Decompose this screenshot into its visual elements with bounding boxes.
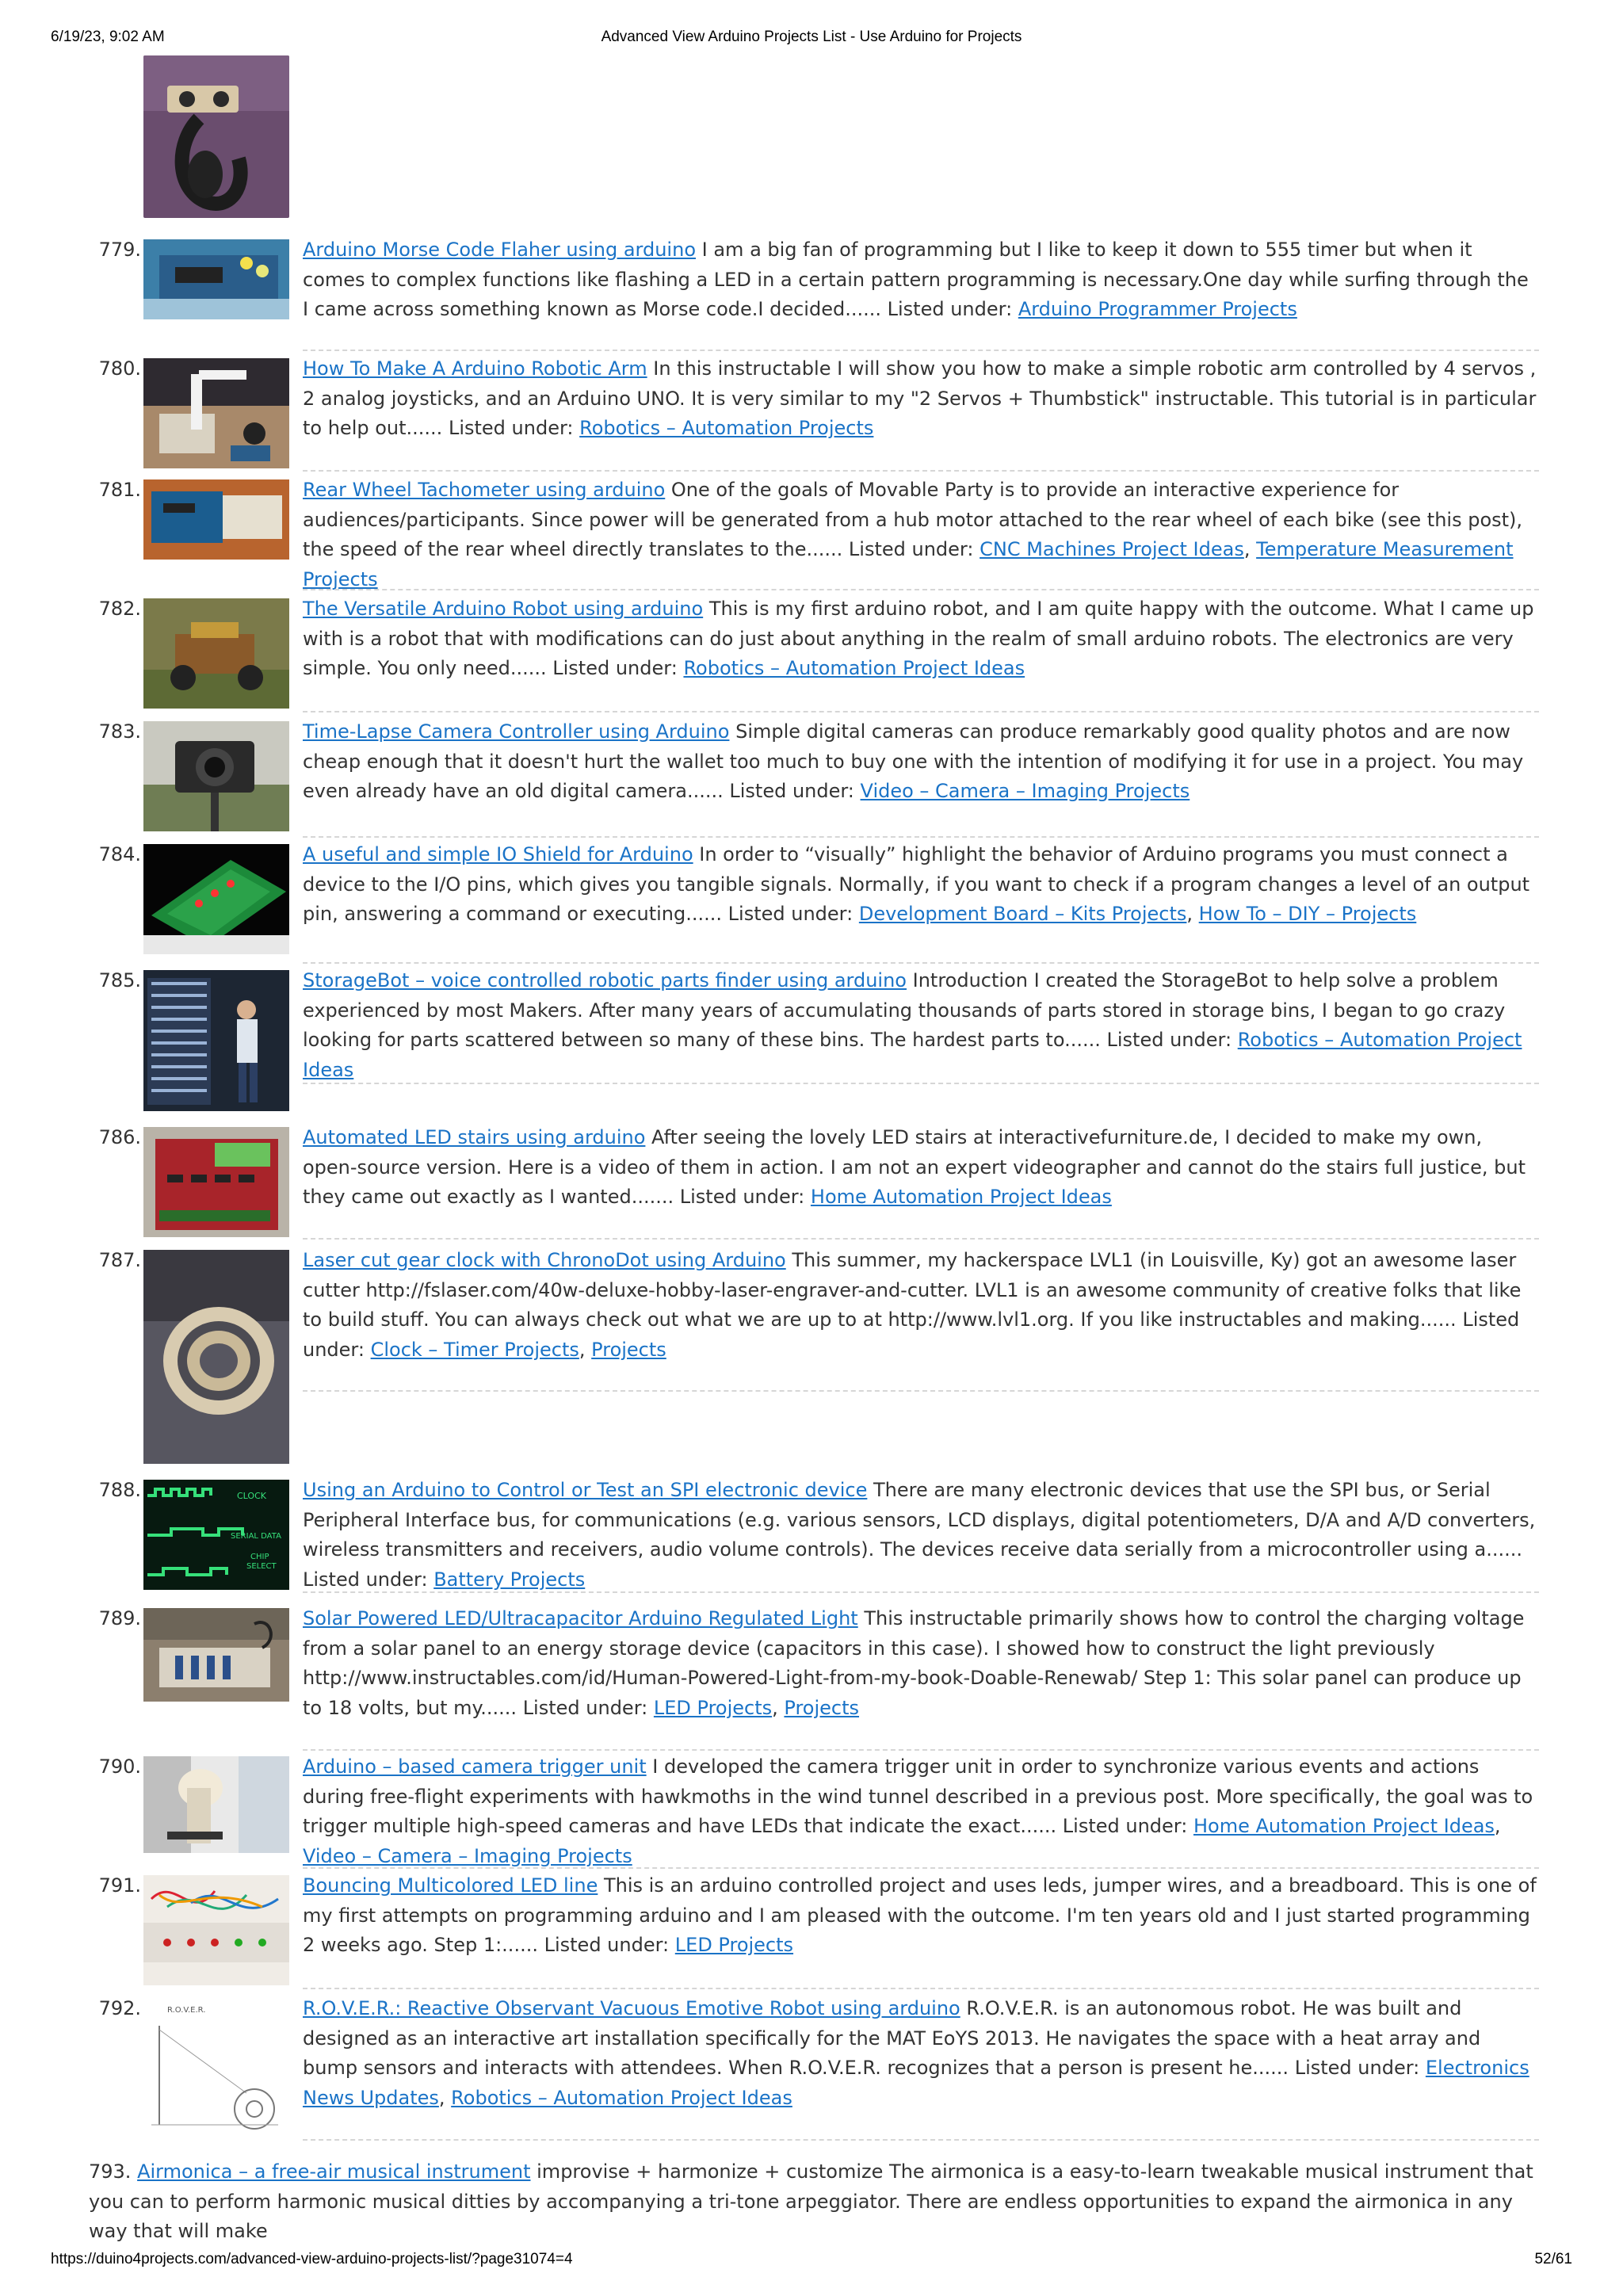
category-link[interactable]: Development Board – Kits Projects [858,903,1187,925]
item-body: Laser cut gear clock with ChronoDot using Arduino This summer, my hackerspace LVL1 (in Louisville, Ky) got an awesome laser cutter http://fslaser.com/40w-deluxe-hobby-laser-engraver-and-cutter. LVL1 is an awesome community of creative folks that like to build stuff. You can always check out what we are up to at http://www.lvl1.org. If you like instructables and making...... Listed under: Clock – Timer Projects, Projects [303,1249,1522,1361]
item-title-link[interactable]: How To Make A Arduino Robotic Arm [303,357,647,380]
thumbnail-stereo-camera [143,55,289,218]
item-description: I developed the camera trigger unit in order to synchronize various events and actions during free-flight experiments with hawkmoths in the wind tunnel described in a previous post. More specifically, the goal was to trigger multiple high-speed cameras and have LEDs that indicate the exact...... [303,1755,1533,1837]
item-body: R.O.V.E.R.: Reactive Observant Vacuous Emotive Robot using arduino R.O.V.E.R. is an autonomous robot. He was built and designed as an interactive art installation specifically for the MAT EoYS 2013. He navigates the space with a heat array and bump sensors and interacts with attendees. When R.O.V.E.R. recognizes that a person is present he...... Listed under: Electronics News Updates, Robotics – Automation Project Ideas [303,1997,1529,2109]
item-description: After seeing the lovely LED stairs at interactivefurniture.de, I decided to make my own, open-source version. Here is a video of them in action. I am not an expert videographer and cannot do the stairs full justice, but they came out exactly as I wanted....... [303,1126,1526,1208]
divider [303,1867,1539,1869]
category-link[interactable]: Robotics – Automation Project Ideas [683,657,1025,679]
item-description: In this instructable I will show you how to make a simple robotic arm controlled by 4 servos , 2 analog joysticks, and an Arduino UNO. It is very similar to my "2 Servos + Thumbstick" instructable. This tutorial is in particular to help out...... [303,357,1537,439]
item-description: This is an arduino controlled project and uses leds, jumper wires, and a breadboard. This is one of my first attempts on programming arduino and I am pleased with the outcome. I'm ten years old and I just started programming 2 weeks ago. Step 1:...... [303,1874,1537,1956]
thumbnail-robotic-arm[interactable] [143,358,289,468]
item-description: improvise + harmonize + customize The airmonica is a easy-to-learn tweakable musical instrument that you can to perform harmonic musical ditties by accompanying a tri-tone arpeggiator. There are endless opportunities to expand the airmonica in any way that will make [89,2160,1533,2242]
svg-text:R.O.V.E.R.: R.O.V.E.R. [167,2006,206,2015]
category-link[interactable]: LED Projects [653,1696,773,1719]
divider [303,1591,1539,1593]
thumbnail-led-stairs[interactable] [143,1127,289,1237]
thumbnail-spi-device[interactable] [143,1480,289,1590]
divider [303,1083,1539,1084]
category-link[interactable]: Arduino Programmer Projects [1018,298,1297,320]
item-description: Simple digital cameras can produce remarkably good quality photos and are now cheap enough that it doesn't hurt the wallet too much to buy one with the intention of modifying it for use in a project. You may even already have an old digital camera...... [303,720,1524,802]
listed-under-label: Listed under: [448,417,574,439]
listed-under-label: Listed under: [887,298,1013,320]
category-link[interactable]: Home Automation Project Ideas [1193,1815,1495,1837]
svg-text:SELECT: SELECT [246,1562,277,1571]
item-body: A useful and simple IO Shield for Arduino In order to “visually” highlight the behavior of Arduino programs you must connect a device to the I/O pins, which gives you tangible signals. Normally, if you want to check if a program changes a level of an output pin, answering a command or executing...... Listed under: Development Board – Kits Projects, How To – DIY – Projects [303,843,1530,925]
item-number: 788. [98,1479,141,1501]
item-number: 789. [98,1607,141,1629]
category-link[interactable]: Robotics – Automation Projects [579,417,874,439]
item-number: 782. [98,598,141,620]
listed-under-label: Listed under: [544,1934,670,1956]
divider [303,836,1539,838]
listed-under-label: Listed under: [1106,1029,1232,1051]
item-number: 783. [98,720,141,743]
item-title-link[interactable]: R.O.V.E.R.: Reactive Observant Vacuous Emotive Robot using arduino [303,1997,960,2019]
item-description: In order to “visually” highlight the behavior of Arduino programs you must connect a device to the I/O pins, which gives you tangible signals. Normally, if you want to check if a program changes a level of an output pin, answering a command or executing...... [303,843,1530,925]
item-description: Introduction I created the StorageBot to help solve a problem experienced by most Makers. After many years of accumulating thousands of parts stored in storage bins, I began to go crazy looking for parts scattered between so many of these bins. The hardest parts to...... [303,969,1506,1051]
category-link[interactable]: Video – Camera – Imaging Projects [303,1844,632,1867]
item-number: 793. [89,2160,132,2183]
item-body [303,594,1539,684]
category-link[interactable]: LED Projects [674,1934,794,1956]
category-link[interactable]: Temperature Measurement Projects [303,538,1514,590]
divider [303,2139,1539,2141]
divider [303,470,1539,472]
listed-under-label: Listed under: [729,780,854,802]
item-description: This instructable primarily shows how to control the charging voltage from a solar panel to an energy storage device (capacitors in this case). I showed how to construct the light previously http://www.instructables.com/id/Human-Powered-Light-from-my-book-Doable-Renewab/ Step 1: This solar panel can produce up to 18 volts, but my...... [303,1607,1525,1719]
item-title-link[interactable]: A useful and simple IO Shield for Arduino [303,843,693,865]
item-title-link[interactable]: The Versatile Arduino Robot using arduino [303,598,704,620]
listed-under-label: Listed under: [679,1186,805,1208]
item-number: 786. [98,1126,141,1148]
item-body [303,966,1539,1085]
item-body [303,1123,1539,1213]
thumbnail-led-line[interactable] [143,1875,289,1985]
thumbnail-morse-code[interactable] [143,239,289,319]
item-title-link[interactable]: Rear Wheel Tachometer using arduino [303,479,666,501]
divider [303,962,1539,964]
category-link[interactable]: Clock – Timer Projects [370,1338,579,1361]
divider [303,1988,1539,1989]
item-number: 780. [98,357,141,380]
item-number: 781. [98,479,141,501]
item-description: This summer, my hackerspace LVL1 (in Louisville, Ky) got an awesome laser cutter http://fslaser.com/40w-deluxe-hobby-laser-engraver-and-cutter. LVL1 is an awesome community of creative folks that like to build stuff. You can always check out what we are up to at http://www.lvl1.org. If you like instructables and making...... [303,1249,1522,1331]
item-body [89,2157,1539,2247]
svg-text:CLOCK: CLOCK [237,1491,266,1501]
divider [303,589,1539,590]
item-body [303,717,1539,807]
category-link[interactable]: Robotics – Automation Project Ideas [303,1029,1522,1081]
item-title-link[interactable]: Arduino – based camera trigger unit [303,1755,647,1778]
divider [303,1749,1539,1751]
item-number: 785. [98,969,141,991]
thumbnail-io-shield[interactable] [143,844,289,954]
item-description: One of the goals of Movable Party is to provide an interactive experience for audiences/participants. Since power will be generated from a hub motor attached to the rear wheel of each bike (see this post), the speed of the rear wheel directly translates to the...... [303,479,1523,560]
item-body: Solar Powered LED/Ultracapacitor Arduino Regulated Light This instructable primarily shows how to control the charging voltage from a solar panel to an energy storage device (capacitors in this case). I showed how to construct the light previously http://www.instructables.com/id/Human-Powered-Light-from-my-book-Doable-Renewab/ Step 1: This solar panel can produce up to 18 volts, but my...... Listed under: LED Projects, Projects [303,1607,1525,1719]
listed-under-label: Listed under: [522,1696,648,1719]
item-title-link[interactable]: Using an Arduino to Control or Test an SPI electronic device [303,1479,868,1501]
item-body: Rear Wheel Tachometer using arduino One of the goals of Movable Party is to provide an interactive experience for audiences/participants. Since power will be generated from a hub motor attached to the rear wheel of each bike (see this post), the speed of the rear wheel directly translates to the...... Listed under: CNC Machines Project Ideas, Temperature Measurement Projects [303,479,1523,590]
page-url: https://duino4projects.com/advanced-view-arduino-projects-list/?page31074=4 [51,2251,573,2267]
category-link[interactable]: Electronics News Updates [303,2057,1529,2109]
thumbnail-solar-led[interactable] [143,1608,289,1702]
category-link[interactable]: CNC Machines Project Ideas [980,538,1244,560]
item-number: 779. [98,239,141,261]
item-title-link[interactable]: Time-Lapse Camera Controller using Arduino [303,720,730,743]
item-title-link[interactable]: Airmonica – a free-air musical instrument [137,2160,531,2183]
listed-under-label: Listed under: [303,1308,1520,1361]
listed-under-label: Listed under: [848,538,974,560]
thumbnail-camera-trigger[interactable] [143,1756,289,1853]
thumbnail-rover-robot[interactable] [143,1998,289,2139]
divider [303,711,1539,712]
item-body [303,1476,1539,1595]
svg-text:SERIAL DATA: SERIAL DATA [231,1532,281,1541]
thumbnail-versatile-robot[interactable] [143,598,289,709]
item-body [303,354,1539,444]
item-number: 791. [98,1874,141,1897]
print-date: 6/19/23, 9:02 AM [51,29,165,45]
print-footer [0,2248,1623,2273]
item-title-link[interactable]: Bouncing Multicolored LED line [303,1874,598,1897]
item-body [303,235,1539,325]
thumbnail-gear-clock[interactable] [143,1250,289,1464]
listed-under-label: Listed under: [727,903,854,925]
item-title-link[interactable]: Automated LED stairs using arduino [303,1126,646,1148]
listed-under-label: Listed under: [552,657,678,679]
category-link[interactable]: Projects [784,1696,860,1719]
category-link[interactable]: Projects [591,1338,666,1361]
page-number: 52/61 [1534,2251,1572,2267]
listed-under-label: Listed under: [303,1568,428,1591]
listed-under-label: Listed under: [1062,1815,1188,1837]
divider [303,1238,1539,1240]
print-header [0,24,1623,49]
category-link[interactable]: How To – DIY – Projects [1198,903,1417,925]
item-title-link[interactable]: Laser cut gear clock with ChronoDot using Arduino [303,1249,786,1271]
thumbnail-time-lapse-camera[interactable] [143,721,289,831]
item-body [303,1871,1539,1961]
item-number: 787. [98,1249,141,1271]
item-number: 790. [98,1755,141,1778]
item-description: There are many electronic devices that use the SPI bus, or Serial Peripheral Interface bus, for communications (e.g. various sensors, LCD displays, digital potentiometers, D/A and A/D converters, wireless transmitters and receivers, audio volume controls). The devices receive data serially from a microcontroller using a...... [303,1479,1536,1561]
listed-under-label: Listed under: [1294,2057,1420,2079]
thumbnail-storagebot[interactable] [143,970,289,1111]
item-description: I am a big fan of programming but I like to keep it down to 555 timer but when it comes to complex functions like flashing a LED in a certain pattern programming is necessary.One day while surfing through the I came across something known as Morse code.I decided...... [303,239,1529,320]
divider [303,1390,1539,1392]
item-body: Arduino – based camera trigger unit I developed the camera trigger unit in order to synchronize various events and actions during free-flight experiments with hawkmoths in the wind tunnel described in a previous post. More specifically, the goal was to trigger multiple high-speed cameras and have LEDs that indicate the exact...... Listed under: Home Automation Project Ideas, Video – Camera – Imaging Projects [303,1755,1533,1867]
category-link[interactable]: Robotics – Automation Project Ideas [451,2086,792,2109]
item-title-link[interactable]: Arduino Morse Code Flaher using arduino [303,239,696,261]
category-link[interactable]: Home Automation Project Ideas [810,1186,1112,1208]
item-title-link[interactable]: StorageBot – voice controlled robotic parts finder using arduino [303,969,907,991]
item-number: 792. [98,1997,141,2019]
thumbnail-tachometer[interactable] [143,479,289,560]
svg-text:CHIP: CHIP [250,1553,269,1561]
item-description: This is my first arduino robot, and I am quite happy with the outcome. What I came up with is a robot that with modifications can do just about anything in the realm of small arduino robots. The electronics are very simple. You only need...... [303,598,1534,679]
divider [303,350,1539,351]
page-title: Advanced View Arduino Projects List - Use Arduino for Projects [601,29,1022,45]
item-description: R.O.V.E.R. is an autonomous robot. He was built and designed as an interactive art installation specifically for the MAT EoYS 2013. He navigates the space with a heat array and bump sensors and interacts with attendees. When R.O.V.E.R. recognizes that a person is present he...... [303,1997,1481,2079]
category-link[interactable]: Video – Camera – Imaging Projects [860,780,1190,802]
category-link[interactable]: Battery Projects [433,1568,586,1591]
item-title-link[interactable]: Solar Powered LED/Ultracapacitor Arduino Regulated Light [303,1607,858,1629]
item-number: 784. [98,843,141,865]
